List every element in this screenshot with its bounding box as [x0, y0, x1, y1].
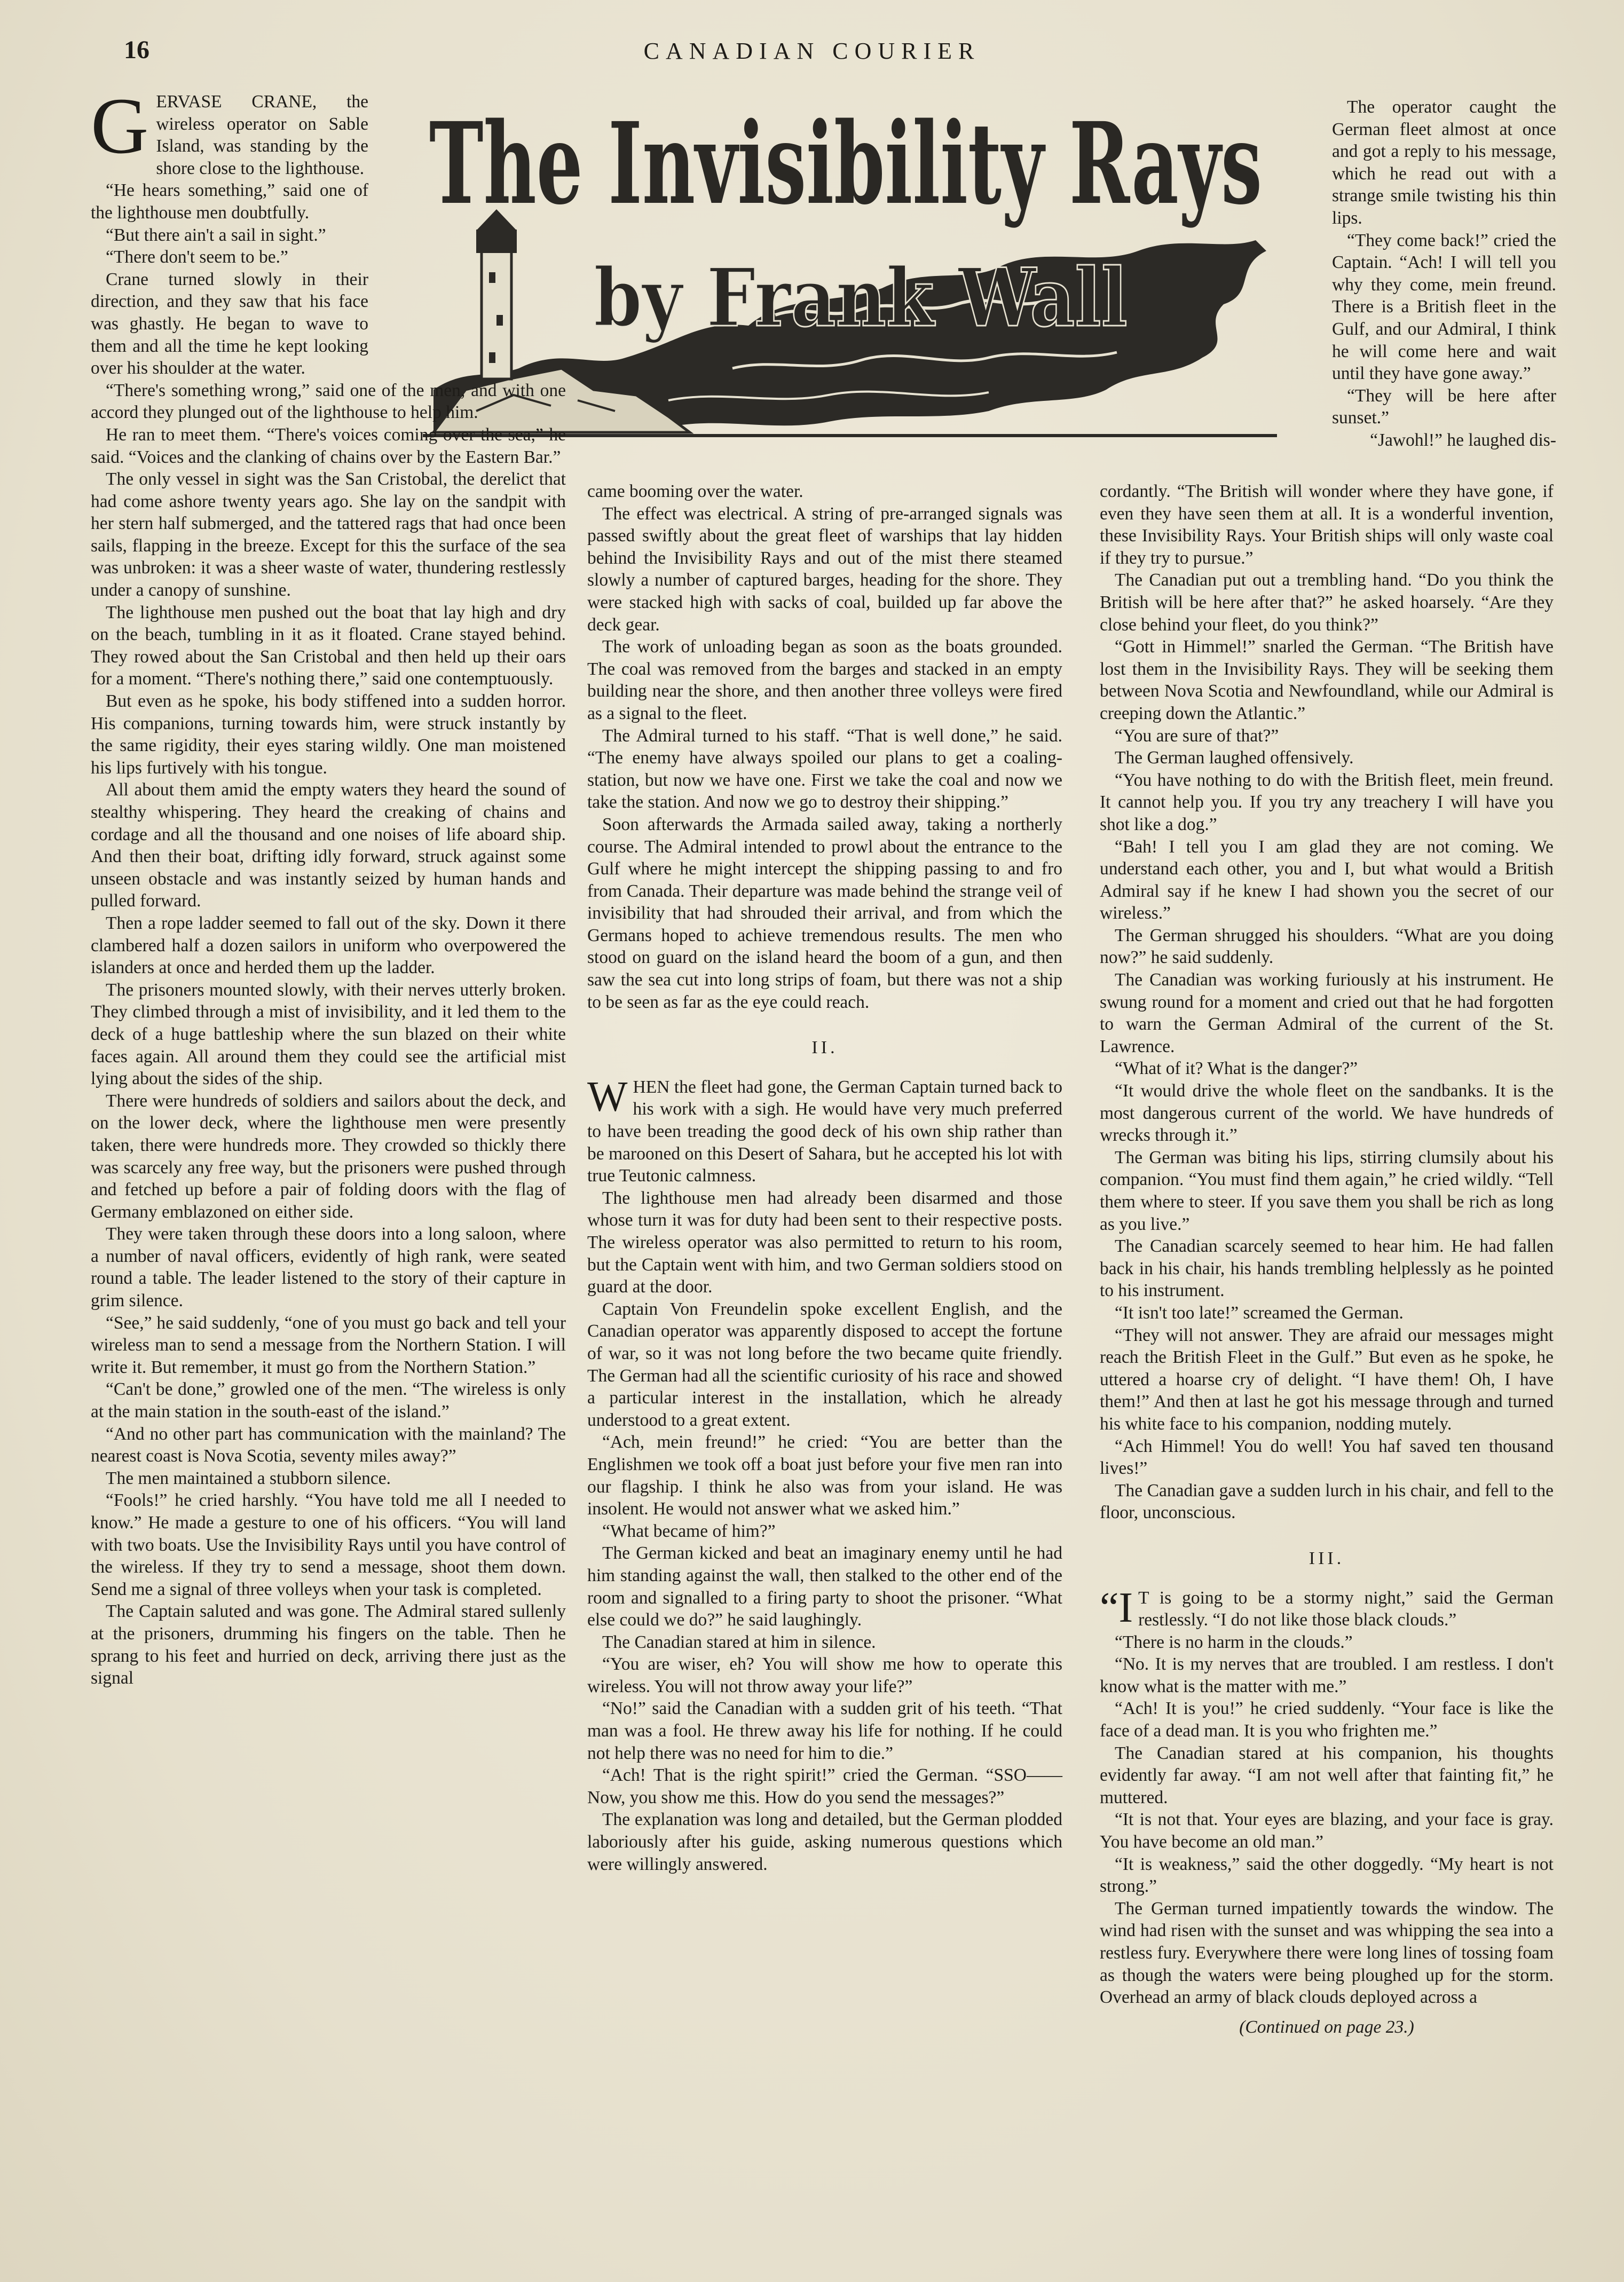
paragraph: “And no other part has communication with the mainland? The nearest coast is Nova Scotia, seventy miles away?” — [91, 1424, 566, 1466]
paragraph: The Admiral turned to his staff. “That is well done,” he said. “The enemy have always spoiled our plans to get a coaling-station, but now we have one. First we take the coal and now we take the station. And now we go to destroy their shipping.” — [587, 725, 1062, 812]
paragraph: “Fools!” he cried harshly. “You have told me all I needed to know.” He made a gesture to one of his officers. “You will land with two boats. Use the Invisibility Rays until you have control of the wireless. If they try to send a message, shoot them down. Send me a signal of three volleys when your task is completed. — [91, 1490, 566, 1599]
paragraph: “You are wiser, eh? You will show me how to operate this wireless. You will not throw away your life?” — [587, 1654, 1062, 1696]
paragraph: “What of it? What is the danger?” — [1115, 1059, 1358, 1079]
paragraph: Soon afterwards the Armada sailed away, taking a northerly course. The Admiral intended to prowl about the entrance to the Gulf where he might intercept the shipping passing to and fro from Canada. Their departure was made behind the strange veil of invisibility that had shrouded their arrival, and from which the Germans hoped to achieve tremendous results. The men who stood on guard on the island heard the boom of a gun, and then saw the sea cut into long strips of foam, but there was not a ship to be seen as far as the eye could reach. — [587, 814, 1062, 1012]
paragraph: “No!” said the Canadian with a sudden grit of his teeth. “That man was a fool. He threw away his life for nothing. If he could not help there was no need for him to die.” — [587, 1699, 1062, 1763]
paragraph: The German laughed offensively. — [1115, 748, 1354, 768]
continued-note: (Continued on page 23.) — [1239, 2017, 1414, 2037]
paragraph: The Canadian gave a sudden lurch in his chair, and fell to the floor, unconscious. — [1100, 1480, 1554, 1523]
section-heading-3: III. — [1308, 1548, 1345, 1568]
paragraph: cordantly. “The British will wonder where they have gone, if even they have seen them at all. It is a wonderful invention, these Invisibility Rays. Your British ships will only waste coal if they try to pursue.” — [1100, 481, 1554, 568]
section-heading-2: II. — [811, 1038, 838, 1058]
paragraph: There were hundreds of soldiers and sailors about the deck, and on the lower deck, where the lighthouse men were presently taken, there were hundreds more. They crowded so thickly there was scarcely any free way, but the prisoners were pushed through and fetched up before a pair of folding doors with the flag of Germany emblazoned on either side. — [91, 1091, 566, 1222]
paragraph: The lighthouse men pushed out the boat that lay high and dry on the beach, tumbling in it as it floated. Crane stayed behind. They rowed about the San Cristobal and then held up their oars for a moment. “There's nothing there,” said one contemptuously. — [91, 602, 566, 689]
paragraph: The Canadian put out a trembling hand. “Do you think the British will be here after that?” he asked hoarsely. “Are they close behind your fleet, do you think?” — [1100, 570, 1554, 635]
byline: by Frank Wall — [594, 251, 1128, 345]
paragraph: Then a rope ladder seemed to fall out of the sky. Down it there clambered half a dozen sailors in uniform who overpowered the islanders at once and herded them up the ladder. — [91, 913, 566, 978]
paragraph: The Captain saluted and was gone. The Admiral stared sullenly at the prisoners, drumming his fingers on the table. Then he sprang to his feet and hurried on deck, arriving there just as the signal — [91, 1601, 566, 1688]
paragraph: “It isn't too late!” screamed the German. — [1115, 1302, 1404, 1323]
paragraph: “I T is going to be a stormy night,” said the German restlessly. “I do not like those black clouds.” — [1100, 1584, 1554, 1631]
paragraph: All about them amid the empty waters they heard the sound of stealthy whispering. They heard the creaking of chains and cordage and all the thousand and one noises of life aboard ship. And then their boat, drifting idly forward, struck against some unseen obstacle and was instantly seized by human hands and pulled forward. — [91, 780, 566, 911]
paragraph: “No. It is my nerves that are troubled. I am restless. I don't know what is the matter with me.” — [1100, 1654, 1554, 1696]
paragraph: “Ach Himmel! You do well! You haf saved ten thousand lives!” — [1100, 1436, 1554, 1479]
story-title: The Invisibility Rays — [429, 98, 1262, 230]
column-3-top — [1332, 96, 1556, 452]
paragraph: “There don't seem to be.” — [106, 247, 288, 267]
paragraph: Crane turned slowly in their direction, and they saw that his face was ghastly. He began to wave to them and all the time he kept looking over his shoulder at the water. — [91, 269, 368, 378]
paragraph: “They come back!” cried the Captain. “Ach! I will tell you why they come, mein freund. There is a British fleet in the Gulf, and our Admiral, I think he will come here and wait until they have gone away.” — [1332, 230, 1556, 384]
drop-cap: W — [587, 1073, 628, 1120]
paragraph: “You have nothing to do with the British fleet, mein freund. It cannot help you. If you try any treachery I will have you shot like a dog.” — [1100, 770, 1554, 834]
paragraph: “They will not answer. They are afraid our messages might reach the British Fleet in the Gulf.” But even as he spoke, he uttered a hoarse cry of delight. “I have them! Oh, I have them!” And then at last he got his message through and turned his white face to his companion, nodding mutely. — [1100, 1325, 1554, 1434]
paragraph: The German kicked and beat an imaginary enemy until he had him standing against the wall, then stalked to the other end of the room and signalled to a firing party to shoot the prisoner. “What else could we do?” he said laughingly. — [587, 1543, 1062, 1630]
paragraph: The German shrugged his shoulders. “What are you doing now?” he said suddenly. — [1100, 925, 1554, 968]
paragraph: came booming over the water. — [587, 481, 803, 501]
paragraph: GERVASE CRANE, the wireless operator on Sable Island, was standing by the shore close to the lighthouse. — [91, 82, 368, 178]
paragraph: “They will be here after sunset.” — [1332, 385, 1556, 428]
column-2 — [587, 480, 1062, 1875]
paragraph: The German turned impatiently towards the window. The wind had risen with the sunset and was whipping the sea into a restless fury. Everywhere there were long lines of tossing foam as though the waters were being ploughed up for the storm. Overhead an army of black clouds deployed across a — [1100, 1898, 1554, 2008]
drop-cap: G — [91, 82, 149, 170]
paragraph: The work of unloading began as soon as the boats grounded. The coal was removed from the barges and stacked in an empty building near the shore, and then another three volleys were fired as a signal to the fleet. — [587, 637, 1062, 723]
paragraph: The prisoners mounted slowly, with their nerves utterly broken. They climbed through a mist of invisibility, and it led them to the deck of a huge battleship where the sun blazed on their white faces again. All around them they could see the artificial mist lying about the sides of the ship. — [91, 980, 566, 1089]
paragraph: The explanation was long and detailed, but the German plodded laboriously after his guide, asking numerous questions which were willingly answered. — [587, 1810, 1062, 1874]
paragraph: “Can't be done,” growled one of the men. “The wireless is only at the main station in the south-east of the island.” — [91, 1379, 566, 1422]
paragraph: The effect was electrical. A string of pre-arranged signals was passed swiftly about the great fleet of warships that lay hidden behind the Invisibility Rays and out of the mist there steamed slowly a number of captured barges, heading for the shore. They were stacked high with sacks of coal, builded up far above the deck gear. — [587, 503, 1062, 635]
paragraph: The men maintained a stubborn silence. — [106, 1468, 391, 1488]
paragraph: “But there ain't a sail in sight.” — [106, 225, 326, 245]
paragraph: “Bah! I tell you I am glad they are not coming. We understand each other, you and I, but what would a British Admiral say if he knew I had shown you the secret of our wireless.” — [1100, 836, 1554, 923]
paragraph: He ran to meet them. “There's voices coming over the sea,” he said. “Voices and the clanking of chains over by the Eastern Bar.” — [91, 424, 566, 467]
paragraph: “Gott in Himmel!” snarled the German. “The British have lost them in the Invisibility Rays. They will be seeking them between Nova Scotia and Newfoundland, while our Admiral is creeping down the Atlantic.” — [1100, 637, 1554, 723]
paragraph: But even as he spoke, his body stiffened into a sudden horror. His companions, turning towards him, were struck instantly by the same rigidity, their eyes staring wildly. One man moistened his lips furtively with his tongue. — [91, 691, 566, 778]
paragraph: “See,” he said suddenly, “one of you must go back and tell your wireless man to send a message from the Northern Station. I will write it. But remember, it must go from the Northern Station.” — [91, 1313, 566, 1377]
paragraph: Captain Von Freundelin spoke excellent English, and the Canadian operator was apparently disposed to accept the fortune of war, so it was not long before the two became quite friendly. The German had all the scientific curiosity of his race and showed a particular interest in the installation, which he already understood to a great extent. — [587, 1299, 1062, 1430]
running-header: CANADIAN COURIER — [643, 38, 981, 64]
paragraph: The German was biting his lips, stirring clumsily about his companion. “You must find them again,” he cried wildly. “Tell them where to steer. If you save them you shall be rich as long as you live.” — [1100, 1147, 1554, 1234]
paragraph: WHEN the fleet had gone, the German Captain turned back to his work with a sigh. He would have very much preferred to have been treading the good deck of his own ship rather than be marooned on this Desert of Sahara, but he accepted his lot with true Teutonic calmness. — [587, 1073, 1062, 1186]
paragraph: “It is not that. Your eyes are blazing, and your face is gray. You have become an old man.” — [1100, 1810, 1554, 1852]
drop-cap: “I — [1100, 1584, 1133, 1631]
paragraph: “He hears something,” said one of the lighthouse men doubtfully. — [91, 180, 368, 223]
paragraph: “There's something wrong,” said one of the men, and with one accord they plunged out of the lighthouse to help him. — [91, 380, 566, 423]
page-number: 16 — [124, 36, 149, 64]
paragraph: “It is weakness,” said the other doggedly. “My heart is not strong.” — [1100, 1854, 1554, 1897]
paragraph: “Ach! It is you!” he cried suddenly. “Your face is like the face of a dead man. It is you who frighten me.” — [1100, 1699, 1554, 1741]
paragraph: They were taken through these doors into a long saloon, where a number of naval officers, evidently of high rank, were seated round a table. The leader listened to the story of their capture in grim silence. — [91, 1224, 566, 1311]
paragraph: “It would drive the whole fleet on the sandbanks. It is the most dangerous current of the world. We have hundreds of wrecks through it.” — [1100, 1081, 1554, 1146]
paragraph: “Ach, mein freund!” he cried: “You are better than the Englishmen we took off a boat just before your five men ran into our flagship. I think he also was from your island. He was insolent. He would not answer what we asked him.” — [587, 1432, 1062, 1519]
paragraph: The only vessel in sight was the San Cristobal, the derelict that had come ashore twenty years ago. She lay on the sandpit with her stern half submerged, and the tattered rags that had once been sails, flapping in the breeze. Except for this the surface of the sea was unbroken: it was a sheer waste of water, thundering restlessly under a canopy of sunshine. — [91, 469, 566, 601]
paragraph: The Canadian stared at him in silence. — [602, 1632, 876, 1652]
paragraph: “Jawohl!” he laughed dis- — [1370, 430, 1556, 450]
paragraph: “What became of him?” — [602, 1521, 776, 1541]
paragraph: The Canadian scarcely seemed to hear him. He had fallen back in his chair, his hands trembling helplessly as he pointed to his instrument. — [1100, 1236, 1554, 1301]
paragraph: “There is no harm in the clouds.” — [1115, 1632, 1353, 1652]
column-3 — [1100, 480, 1554, 2038]
paragraph: The Canadian was working furiously at his instrument. He swung round for a moment and cried out that he had forgotten to warn the German Admiral of the current of the St. Lawrence. — [1100, 970, 1554, 1056]
paragraph: The lighthouse men had already been disarmed and those whose turn it was for duty had been sent to their respective posts. The wireless operator was also permitted to return to his room, but the Captain went with him, and two German soldiers stood on guard at the door. — [587, 1188, 1062, 1297]
paragraph: “You are sure of that?” — [1115, 725, 1279, 746]
paragraph: The operator caught the German fleet almost at once and got a reply to his message, which he read out with a strange smile twisting his thin lips. — [1332, 97, 1556, 228]
column-1 — [91, 82, 566, 1689]
paragraph: The Canadian stared at his companion, his thoughts evidently far away. “I am not well after that fainting fit,” he muttered. — [1100, 1743, 1554, 1807]
paragraph: “Ach! That is the right spirit!” cried the German. “SSO—— Now, you show me this. How do you send the messages?” — [587, 1765, 1062, 1807]
